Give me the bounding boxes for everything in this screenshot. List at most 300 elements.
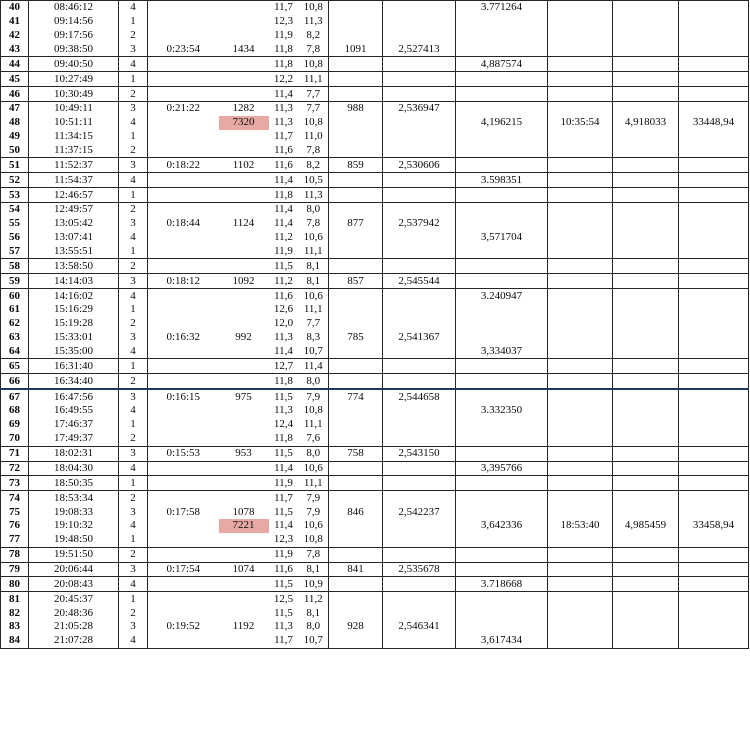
cell-phase[interactable]: 2 (119, 203, 148, 217)
cell-time[interactable]: 12:46:57 (29, 188, 119, 203)
cell-v1[interactable]: 11,4 (274, 217, 293, 230)
cell-dec2[interactable]: 3.718668 (456, 577, 548, 592)
cell-v2[interactable]: 10,5 (299, 173, 329, 188)
cell-time2[interactable] (548, 87, 613, 102)
cell-dec2[interactable]: 3,334037 (456, 345, 548, 359)
cell-dec1[interactable]: 2,530606 (383, 158, 456, 173)
cell-dec3[interactable] (613, 359, 679, 374)
cell-num[interactable]: 43 (1, 43, 29, 57)
cell-phase[interactable]: 3 (119, 274, 148, 289)
cell-dec1[interactable] (383, 87, 456, 102)
cell-total[interactable] (679, 188, 749, 203)
cell-count2[interactable] (329, 130, 383, 144)
cell-count2[interactable] (329, 29, 383, 43)
cell-total[interactable] (679, 446, 749, 461)
cell-time2[interactable] (548, 158, 613, 173)
cell-v2[interactable]: 7,9 (299, 505, 329, 519)
cell-dec3[interactable] (613, 303, 679, 317)
cell-count2[interactable] (329, 404, 383, 418)
cell-dec3[interactable] (613, 577, 679, 592)
cell-v2[interactable]: 10,6 (299, 461, 329, 476)
cell-dec3[interactable] (613, 102, 679, 116)
cell-count2[interactable]: 758 (329, 446, 383, 461)
cell-dec1[interactable] (383, 461, 456, 476)
cell-time2[interactable] (548, 231, 613, 245)
cell-time2[interactable] (548, 432, 613, 446)
cell-v2[interactable]: 7,8 (299, 547, 329, 562)
cell-count2[interactable]: 859 (329, 158, 383, 173)
cell-time2[interactable] (548, 173, 613, 188)
cell-total[interactable] (679, 87, 749, 102)
cell-num[interactable]: 59 (1, 274, 29, 289)
cell-v2[interactable]: 7,7 (299, 102, 329, 116)
cell-time2[interactable] (548, 317, 613, 331)
cell-duration[interactable] (148, 519, 219, 533)
cell-duration[interactable] (148, 87, 219, 102)
cell-count[interactable] (219, 15, 269, 29)
cell-dec2[interactable] (456, 317, 548, 331)
cell-v1[interactable]: 11,3 (274, 102, 293, 115)
cell-dec2[interactable] (456, 274, 548, 289)
cell-dec2[interactable] (456, 188, 548, 203)
cell-v1[interactable]: 11,5 (269, 259, 299, 274)
cell-count[interactable] (219, 259, 269, 274)
cell-num[interactable]: 81 (1, 592, 29, 606)
cell-dec2[interactable] (456, 547, 548, 562)
cell-num[interactable]: 62 (1, 317, 29, 331)
cell-dec3[interactable] (613, 317, 679, 331)
cell-count[interactable] (219, 87, 269, 102)
cell-phase[interactable]: 1 (119, 592, 148, 606)
cell-dec2[interactable]: 3.598351 (456, 173, 548, 188)
cell-phase[interactable]: 2 (119, 432, 148, 446)
cell-phase[interactable]: 4 (119, 345, 148, 359)
cell-dec3[interactable] (613, 491, 679, 505)
cell-dec1[interactable] (383, 533, 456, 547)
cell-dec1[interactable] (383, 29, 456, 43)
cell-phase[interactable]: 1 (119, 72, 148, 87)
cell-phase[interactable]: 4 (119, 404, 148, 418)
cell-total[interactable] (679, 303, 749, 317)
cell-dec2[interactable] (456, 446, 548, 461)
cell-total[interactable] (679, 231, 749, 245)
cell-v1[interactable]: 11,5 (269, 577, 299, 592)
cell-dec3[interactable] (613, 404, 679, 418)
cell-v1[interactable]: 11,7 (269, 634, 299, 648)
cell-num[interactable]: 79 (1, 562, 29, 577)
cell-time[interactable]: 18:50:35 (29, 476, 119, 491)
cell-dec2[interactable] (456, 592, 548, 606)
cell-count[interactable] (219, 188, 269, 203)
cell-count[interactable]: 1092 (219, 274, 269, 289)
cell-phase[interactable]: 1 (119, 130, 148, 144)
cell-duration[interactable]: 0:19:52 (166, 620, 201, 633)
cell-duration[interactable] (148, 476, 219, 491)
cell-v1[interactable]: 11,9 (269, 547, 299, 562)
cell-time[interactable]: 14:16:02 (29, 289, 119, 303)
cell-dec2[interactable] (456, 144, 548, 158)
cell-dec2[interactable] (456, 217, 548, 231)
cell-v2[interactable]: 10,8 (299, 404, 329, 418)
cell-dec3[interactable] (613, 87, 679, 102)
cell-dec3[interactable] (613, 446, 679, 461)
cell-v2[interactable]: 11,3 (299, 15, 329, 29)
cell-time[interactable]: 10:49:11 (29, 102, 119, 116)
cell-time2[interactable] (548, 1, 613, 15)
cell-time2[interactable] (548, 359, 613, 374)
cell-num[interactable]: 52 (1, 173, 29, 188)
cell-count[interactable] (219, 203, 269, 217)
cell-v2[interactable]: 11,1 (299, 245, 329, 259)
cell-dec2[interactable] (456, 374, 548, 389)
cell-duration[interactable] (148, 592, 219, 606)
cell-count[interactable]: 1124 (232, 217, 255, 230)
cell-count2[interactable] (329, 303, 383, 317)
cell-total[interactable] (679, 173, 749, 188)
cell-dec1[interactable] (383, 15, 456, 29)
cell-count2[interactable] (329, 418, 383, 432)
cell-v1[interactable]: 11,5 (274, 606, 293, 619)
cell-dec3[interactable] (613, 533, 679, 547)
cell-duration[interactable] (148, 461, 219, 476)
cell-total[interactable] (679, 547, 749, 562)
cell-time[interactable]: 11:52:37 (29, 158, 119, 173)
cell-dec3[interactable] (613, 259, 679, 274)
cell-v1[interactable]: 11,4 (274, 203, 293, 216)
cell-duration[interactable]: 0:17:54 (148, 562, 219, 577)
cell-total[interactable] (679, 289, 749, 303)
cell-dec2[interactable] (456, 505, 548, 519)
cell-v2[interactable]: 7,8 (299, 43, 329, 57)
cell-count2[interactable] (329, 461, 383, 476)
cell-time[interactable]: 20:08:43 (29, 577, 119, 592)
cell-total[interactable] (679, 331, 749, 345)
cell-phase[interactable]: 1 (119, 15, 148, 29)
cell-dec1[interactable]: 2,541367 (383, 331, 456, 345)
cell-count2[interactable] (329, 491, 383, 505)
cell-dec1[interactable]: 2,543150 (383, 446, 456, 461)
cell-duration[interactable] (148, 57, 219, 72)
cell-phase[interactable]: 4 (119, 116, 148, 130)
cell-total[interactable]: 33458,94 (679, 519, 749, 533)
cell-time[interactable]: 08:46:12 (29, 1, 119, 15)
cell-phase[interactable]: 4 (119, 634, 148, 648)
cell-dec3[interactable] (613, 432, 679, 446)
cell-count[interactable]: 992 (235, 331, 252, 344)
cell-time2[interactable] (548, 577, 613, 592)
cell-count2[interactable] (329, 374, 383, 389)
cell-dec3[interactable] (613, 418, 679, 432)
cell-total[interactable] (679, 217, 749, 231)
cell-dec2[interactable] (456, 245, 548, 259)
cell-dec1[interactable] (383, 203, 456, 217)
cell-dec2[interactable] (456, 158, 548, 173)
cell-v2[interactable]: 11,1 (299, 476, 329, 491)
cell-dec2[interactable] (456, 29, 548, 43)
cell-v1[interactable]: 11,3 (274, 116, 293, 129)
cell-time[interactable]: 20:45:37 (29, 592, 119, 606)
cell-dec1[interactable] (383, 245, 456, 259)
cell-v2[interactable]: 7,6 (299, 432, 329, 446)
cell-dec1[interactable] (383, 345, 456, 359)
cell-time[interactable]: 13:05:42 (29, 217, 119, 231)
cell-time2[interactable] (548, 389, 613, 404)
cell-v2[interactable]: 8,0 (299, 203, 329, 217)
cell-v2[interactable]: 10,8 (299, 1, 329, 15)
cell-dec1[interactable] (383, 606, 456, 620)
cell-phase[interactable]: 2 (119, 87, 148, 102)
cell-dec1[interactable] (383, 259, 456, 274)
cell-phase[interactable]: 1 (119, 359, 148, 374)
cell-count2[interactable] (329, 231, 383, 245)
cell-phase[interactable]: 4 (119, 577, 148, 592)
cell-time2[interactable] (548, 446, 613, 461)
cell-dec3[interactable] (613, 374, 679, 389)
cell-duration[interactable] (148, 491, 219, 505)
cell-total[interactable] (679, 317, 749, 331)
cell-count2[interactable]: 928 (329, 620, 383, 634)
cell-duration[interactable] (148, 245, 219, 259)
cell-dec3[interactable] (613, 231, 679, 245)
cell-phase[interactable]: 3 (119, 620, 148, 634)
cell-count2[interactable]: 877 (329, 217, 383, 231)
cell-duration[interactable] (148, 577, 219, 592)
cell-dec3[interactable] (613, 173, 679, 188)
cell-total[interactable] (679, 432, 749, 446)
cell-count[interactable] (219, 418, 269, 432)
cell-dec3[interactable] (613, 43, 679, 57)
cell-num[interactable]: 51 (1, 158, 29, 173)
cell-dec1[interactable] (383, 634, 456, 648)
cell-duration[interactable]: 0:16:15 (166, 390, 201, 403)
cell-phase[interactable]: 4 (119, 173, 148, 188)
cell-v1[interactable]: 11,2 (274, 231, 293, 244)
cell-time2[interactable]: 10:35:54 (548, 116, 613, 130)
cell-time2[interactable] (548, 562, 613, 577)
cell-count2[interactable]: 841 (329, 562, 383, 577)
cell-time2[interactable] (548, 130, 613, 144)
cell-count2[interactable] (329, 533, 383, 547)
cell-v1[interactable]: 11,7 (274, 130, 293, 143)
cell-v2[interactable]: 8,1 (299, 606, 329, 620)
cell-count[interactable] (219, 231, 269, 245)
cell-total[interactable] (679, 476, 749, 491)
cell-v1[interactable]: 11,4 (269, 345, 299, 359)
cell-time2[interactable] (548, 289, 613, 303)
cell-duration[interactable] (148, 317, 219, 331)
cell-dec2[interactable] (456, 303, 548, 317)
cell-duration[interactable] (148, 374, 219, 389)
cell-dec3[interactable] (613, 130, 679, 144)
cell-dec2[interactable] (456, 203, 548, 217)
cell-phase[interactable]: 2 (119, 29, 148, 43)
cell-v1[interactable]: 11,5 (274, 390, 293, 403)
cell-v1[interactable]: 11,3 (274, 404, 293, 417)
cell-dec3[interactable] (613, 57, 679, 72)
cell-v1[interactable]: 11,9 (269, 476, 299, 491)
cell-total[interactable] (679, 29, 749, 43)
cell-dec3[interactable] (613, 245, 679, 259)
cell-phase[interactable]: 3 (119, 217, 148, 231)
cell-v2[interactable]: 10,8 (299, 533, 329, 547)
cell-v2[interactable]: 10,6 (299, 519, 329, 533)
cell-total[interactable] (679, 592, 749, 606)
cell-dec2[interactable]: 3.332350 (456, 404, 548, 418)
cell-count2[interactable] (329, 345, 383, 359)
cell-duration[interactable] (148, 606, 219, 620)
cell-duration[interactable] (148, 404, 219, 418)
cell-v2[interactable]: 10,7 (299, 345, 329, 359)
cell-time2[interactable] (548, 533, 613, 547)
cell-total[interactable] (679, 72, 749, 87)
cell-num[interactable]: 60 (1, 289, 29, 303)
cell-duration[interactable]: 0:18:12 (148, 274, 219, 289)
cell-duration[interactable] (148, 359, 219, 374)
cell-v2[interactable]: 11,3 (299, 188, 329, 203)
cell-count[interactable]: 1434 (219, 43, 269, 57)
cell-dec2[interactable]: 3,395766 (456, 461, 548, 476)
cell-v2[interactable]: 7,8 (299, 217, 329, 231)
cell-phase[interactable]: 3 (119, 389, 148, 404)
cell-duration[interactable] (148, 432, 219, 446)
cell-time2[interactable] (548, 72, 613, 87)
cell-count2[interactable]: 774 (329, 389, 383, 404)
cell-duration[interactable] (148, 634, 219, 648)
cell-count[interactable] (219, 289, 269, 303)
cell-v1[interactable]: 11,4 (269, 461, 299, 476)
cell-phase[interactable]: 2 (119, 374, 148, 389)
cell-phase[interactable]: 1 (119, 188, 148, 203)
cell-time2[interactable] (548, 620, 613, 634)
cell-duration[interactable] (148, 289, 219, 303)
cell-dec1[interactable] (383, 130, 456, 144)
cell-v2[interactable]: 8,0 (299, 620, 329, 634)
cell-duration[interactable] (148, 15, 219, 29)
cell-phase[interactable]: 2 (119, 259, 148, 274)
cell-v1[interactable]: 11,5 (269, 446, 299, 461)
cell-num[interactable]: 68 (1, 404, 29, 418)
cell-count2[interactable] (329, 116, 383, 130)
cell-dec1[interactable]: 2,536947 (383, 102, 456, 116)
cell-total[interactable] (679, 374, 749, 389)
cell-num[interactable]: 72 (1, 461, 29, 476)
cell-num[interactable]: 67 (1, 389, 29, 404)
cell-phase[interactable]: 3 (119, 158, 148, 173)
cell-duration[interactable]: 0:16:32 (166, 331, 201, 344)
cell-v1[interactable]: 11,4 (269, 173, 299, 188)
cell-time[interactable]: 19:10:32 (29, 519, 119, 533)
cell-num[interactable]: 48 (1, 116, 29, 130)
cell-time[interactable]: 14:14:03 (29, 274, 119, 289)
cell-count2[interactable] (329, 317, 383, 331)
cell-dec2[interactable] (456, 359, 548, 374)
cell-v1[interactable]: 12,6 (273, 303, 294, 316)
cell-phase[interactable]: 2 (119, 144, 148, 158)
cell-v1[interactable]: 11,7 (269, 1, 299, 15)
cell-time[interactable]: 18:02:31 (29, 446, 119, 461)
cell-v2[interactable]: 10,6 (299, 231, 329, 245)
cell-count[interactable]: 1074 (219, 562, 269, 577)
cell-v2[interactable]: 8,2 (299, 29, 329, 43)
cell-dec3[interactable] (613, 274, 679, 289)
cell-v1[interactable]: 11,8 (269, 57, 299, 72)
cell-phase[interactable]: 4 (119, 461, 148, 476)
cell-duration[interactable] (148, 303, 219, 317)
cell-v1[interactable]: 11,5 (274, 505, 293, 518)
cell-time2[interactable] (548, 144, 613, 158)
cell-dec2[interactable] (456, 491, 548, 505)
cell-dec1[interactable] (383, 173, 456, 188)
cell-v1[interactable]: 11,4 (269, 87, 299, 102)
cell-count[interactable] (219, 634, 269, 648)
cell-count2[interactable]: 857 (329, 274, 383, 289)
cell-phase[interactable]: 2 (119, 547, 148, 562)
cell-dec2[interactable] (456, 432, 548, 446)
cell-dec3[interactable] (613, 203, 679, 217)
cell-count[interactable] (219, 476, 269, 491)
cell-phase[interactable]: 4 (119, 519, 148, 533)
cell-v1[interactable]: 11,8 (269, 432, 299, 446)
cell-dec1[interactable] (383, 57, 456, 72)
cell-dec2[interactable] (456, 102, 548, 116)
cell-count[interactable] (219, 29, 269, 43)
cell-time[interactable]: 19:08:33 (29, 505, 119, 519)
cell-v1[interactable]: 11,4 (274, 519, 293, 532)
cell-time2[interactable] (548, 505, 613, 519)
cell-total[interactable] (679, 345, 749, 359)
cell-count[interactable] (219, 547, 269, 562)
cell-time[interactable]: 10:30:49 (29, 87, 119, 102)
cell-dec3[interactable] (613, 289, 679, 303)
cell-dec1[interactable]: 2,545544 (383, 274, 456, 289)
cell-count[interactable]: 953 (219, 446, 269, 461)
cell-dec1[interactable]: 2,537942 (383, 217, 456, 231)
cell-dec3[interactable] (613, 158, 679, 173)
cell-dec1[interactable] (383, 188, 456, 203)
cell-v2[interactable]: 10,8 (299, 116, 329, 130)
cell-total[interactable]: 33448,94 (679, 116, 749, 130)
cell-dec1[interactable] (383, 432, 456, 446)
cell-duration[interactable] (148, 418, 219, 432)
cell-time[interactable]: 17:49:37 (29, 432, 119, 446)
cell-total[interactable] (679, 15, 749, 29)
cell-num[interactable]: 45 (1, 72, 29, 87)
cell-time2[interactable] (548, 331, 613, 345)
cell-count2[interactable] (329, 245, 383, 259)
cell-num[interactable]: 65 (1, 359, 29, 374)
cell-dec2[interactable]: 3.240947 (456, 289, 548, 303)
cell-v1[interactable]: 11,3 (274, 620, 293, 633)
cell-duration[interactable] (148, 1, 219, 15)
cell-v1[interactable]: 11,6 (269, 158, 299, 173)
cell-count[interactable] (219, 130, 269, 144)
cell-v1[interactable]: 11,6 (269, 562, 299, 577)
cell-dec2[interactable] (456, 259, 548, 274)
cell-duration[interactable] (148, 130, 219, 144)
cell-dec2[interactable] (456, 15, 548, 29)
cell-v1[interactable]: 12,2 (269, 72, 299, 87)
cell-v1[interactable]: 11,9 (269, 245, 299, 259)
cell-total[interactable] (679, 274, 749, 289)
cell-count[interactable] (219, 144, 269, 158)
cell-v2[interactable]: 8,1 (299, 259, 329, 274)
cell-dec2[interactable] (456, 533, 548, 547)
cell-count2[interactable] (329, 432, 383, 446)
cell-total[interactable] (679, 102, 749, 116)
cell-count[interactable] (219, 317, 269, 331)
cell-duration[interactable] (148, 188, 219, 203)
cell-num[interactable]: 73 (1, 476, 29, 491)
